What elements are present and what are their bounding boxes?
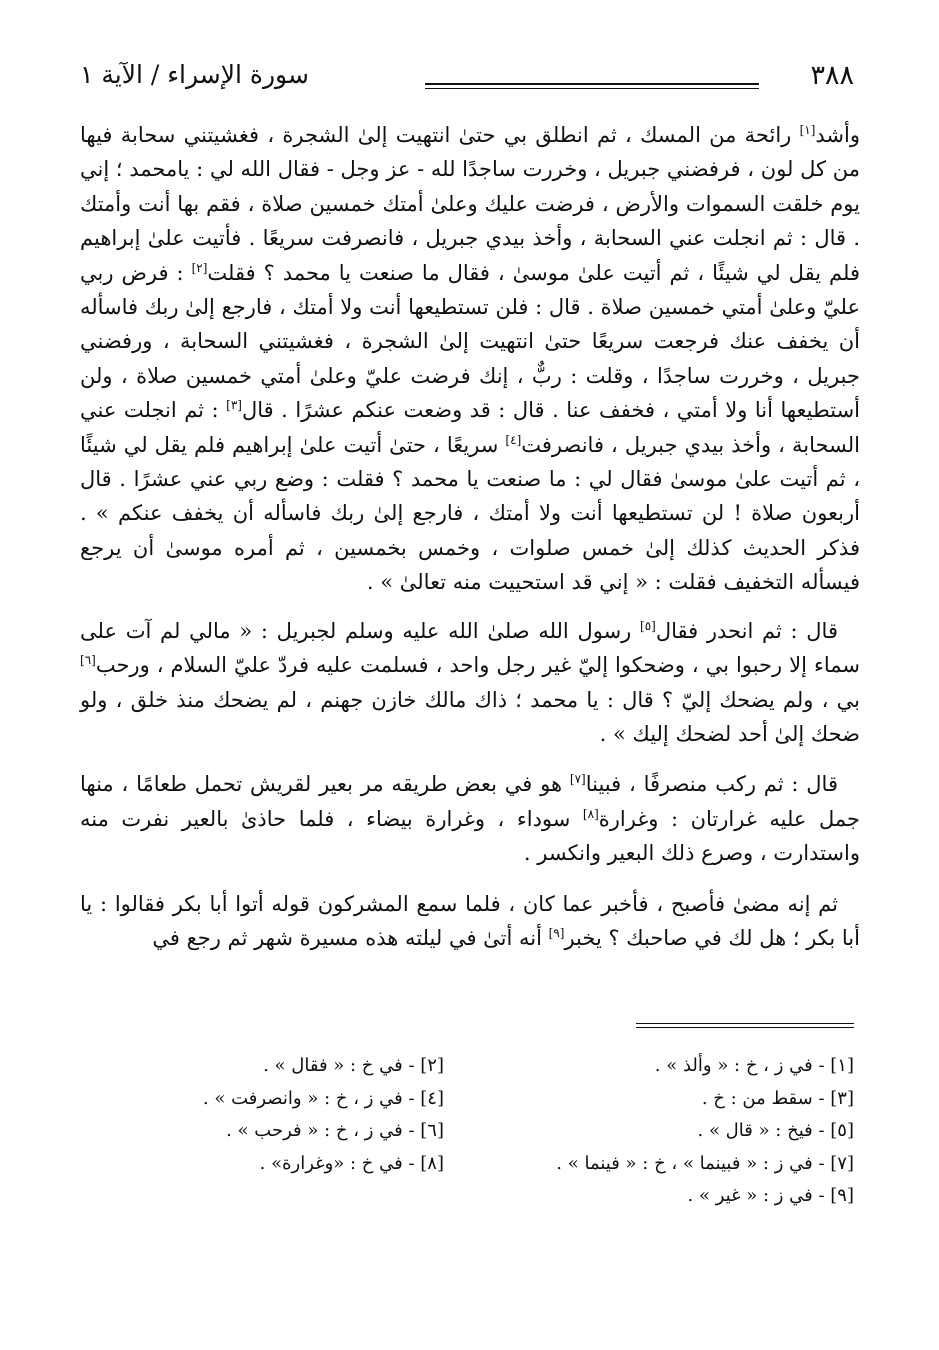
paragraph bbox=[80, 767, 860, 870]
footnote-marker: [٤] bbox=[505, 432, 522, 447]
footnote-marker: [٧] bbox=[569, 772, 586, 787]
footnote-marker: [٣] bbox=[226, 398, 242, 413]
footnote-separator bbox=[636, 1023, 854, 1028]
footnote-marker: [٦] bbox=[80, 653, 96, 668]
footnote-row bbox=[164, 1148, 854, 1181]
text-run: سريعًا ، حتىٰ أتيت علىٰ إبراهيم فلم يقل لي شيئًا ، ثم أتيت علىٰ موسىٰ فقال لي : ما صنعت يا محمد ؟ فقلت : وضع ربي عني عشرًا . قال أربعون صلاة ! لن تستطيعها أنت ولا أمتك ، فارجع إلىٰ ربك فاسأله أن يخفف عنكم » . فذكر الحديث كذلك إلىٰ خمس صلوات ، وخمس بخمسين ، ثم أمره موسىٰ أن يرجع فيسأله التخفيف فقلت : « إني قد استحييت منه تعالىٰ » . bbox=[80, 432, 860, 595]
footnote-marker: [٩] bbox=[548, 925, 565, 940]
header-rule bbox=[425, 83, 759, 89]
text-run: بي ، ولم يضحك إليّ ؟ قال : يا محمد ؛ ذاك مالك خازن جهنم ، لم يضحك منذ خلق ، ولو ضحك إلىٰ أحد لضحك إليك » . bbox=[80, 687, 860, 746]
text-run: : ثم انجلت عني السحابة ، وأخذ بيدي جبريل ، فانصرفت bbox=[80, 398, 860, 457]
paragraph bbox=[80, 614, 860, 752]
text-run: قال : ثم انحدر فقال bbox=[655, 618, 838, 643]
footnote: [٦] - في ز ، خ : « فرحب » . bbox=[226, 1120, 444, 1141]
footnote: [١] - في ز ، خ : « وألذ » . bbox=[654, 1055, 854, 1076]
footnote: [٨] - في خ : «وغرارة» . bbox=[259, 1152, 444, 1174]
footnote: [٩] - في ز : « غير » . bbox=[687, 1185, 854, 1206]
paragraph bbox=[80, 118, 860, 600]
paragraph bbox=[80, 887, 860, 956]
footnote-row bbox=[164, 1115, 854, 1148]
footnote-marker: [٢] bbox=[191, 260, 208, 275]
page-header bbox=[80, 52, 854, 102]
footnote: [٣] - سقط من : خ . bbox=[701, 1087, 854, 1109]
footnote: [٤] - في ز ، خ : « وانصرفت » . bbox=[202, 1087, 444, 1109]
text-run: سوداء ، وغرارة بيضاء ، فلما حاذىٰ بالعير نفرت منه واستدارت ، وصرع ذلك البعير وانكسر . bbox=[80, 806, 860, 866]
footnote-marker: [٨] bbox=[582, 806, 599, 821]
footnote-marker: [٥] bbox=[640, 618, 656, 633]
footnote-row bbox=[164, 1083, 854, 1116]
text-run: أنه أتىٰ في ليلته هذه مسيرة شهر ثم رجع في bbox=[152, 925, 549, 950]
footnotes bbox=[164, 1050, 854, 1213]
surah-title: سورة الإسراء / الآية ١ bbox=[80, 60, 309, 89]
text-run: وأشد bbox=[815, 123, 860, 147]
text-run: قال : ثم ركب منصرفًا ، فبينا bbox=[585, 772, 838, 797]
footnote-marker: [١] bbox=[799, 123, 816, 137]
text-run: رسول الله صلىٰ الله عليه وسلم لجبريل : « مالي لم آت على سماء إلا رحبوا بي ، وضحكوا إليّ غير رجل واحد ، فسلمت عليه فردّ عليّ السلام ، ورحب bbox=[80, 618, 860, 678]
footnote: [٢] - في خ : « فقال » . bbox=[263, 1055, 444, 1076]
footnote-row bbox=[164, 1050, 854, 1083]
text-run: رائحة من المسك ، ثم انطلق بي حتىٰ انتهيت إلىٰ الشجرة ، فغشيتني سحابة فيها من كل لون ، فرفضني جبريل ، وخررت ساجدًا لله - عز وجل - فقال الله لي : يامحمد ؛ إني يوم خلقت السموات والأرض ، فرضت عليك وعلىٰ أمتك خمسين صلاة ، فقم بها أنت وأمتك . قال : ثم انجلت عني السحابة ، وأخذ بيدي جبريل ، فانصرفت سريعًا . فأتيت علىٰ إبراهيم فلم يقل لي شيئًا ، ثم أتيت علىٰ موسىٰ ، فقال ما صنعت يا محمد ؟ فقلت bbox=[80, 123, 861, 285]
footnote: [٧] - في ز : « فبينما » ، خ : « فينما » . bbox=[556, 1152, 854, 1174]
footnote-row bbox=[164, 1180, 854, 1213]
footnote: [٥] - فيخ : « قال » . bbox=[697, 1120, 854, 1141]
main-text bbox=[80, 118, 860, 971]
text-run: هو في بعض طريقه مر بعير لقريش تحمل طعامًا ، منها جمل عليه غرارتان : وغرارة bbox=[80, 772, 861, 831]
page-number: ٣٨٨ bbox=[810, 60, 854, 91]
text-run: : فرض ربي عليّ وعلىٰ أمتي خمسين صلاة . قال : فلن تستطيعها أنت ولا أمتك ، فارجع إلىٰ ربك فاسأله أن يخفف عنك فرجعت سريعًا حتىٰ انتهيت إلىٰ الشجرة ، فغشيتني السحابة ، ورفضني جبريل ، وخررت ساجدًا ، وقلت : ربٌّ ، إنك فرضت عليّ وعلىٰ أمتي خمسين صلاة ، ولن أستطيعها أنا ولا أمتي ، فخفف عنا . قال : قد وضعت عنكم عشرًا . قال bbox=[80, 260, 860, 423]
text-run: ثم إنه مضىٰ فأصبح ، فأخبر عما كان ، فلما سمع المشركون قوله أتوا أبا بكر فقالوا : يا أبا بكر ؛ هل لك في صاحبك ؟ يخبر bbox=[80, 891, 860, 950]
